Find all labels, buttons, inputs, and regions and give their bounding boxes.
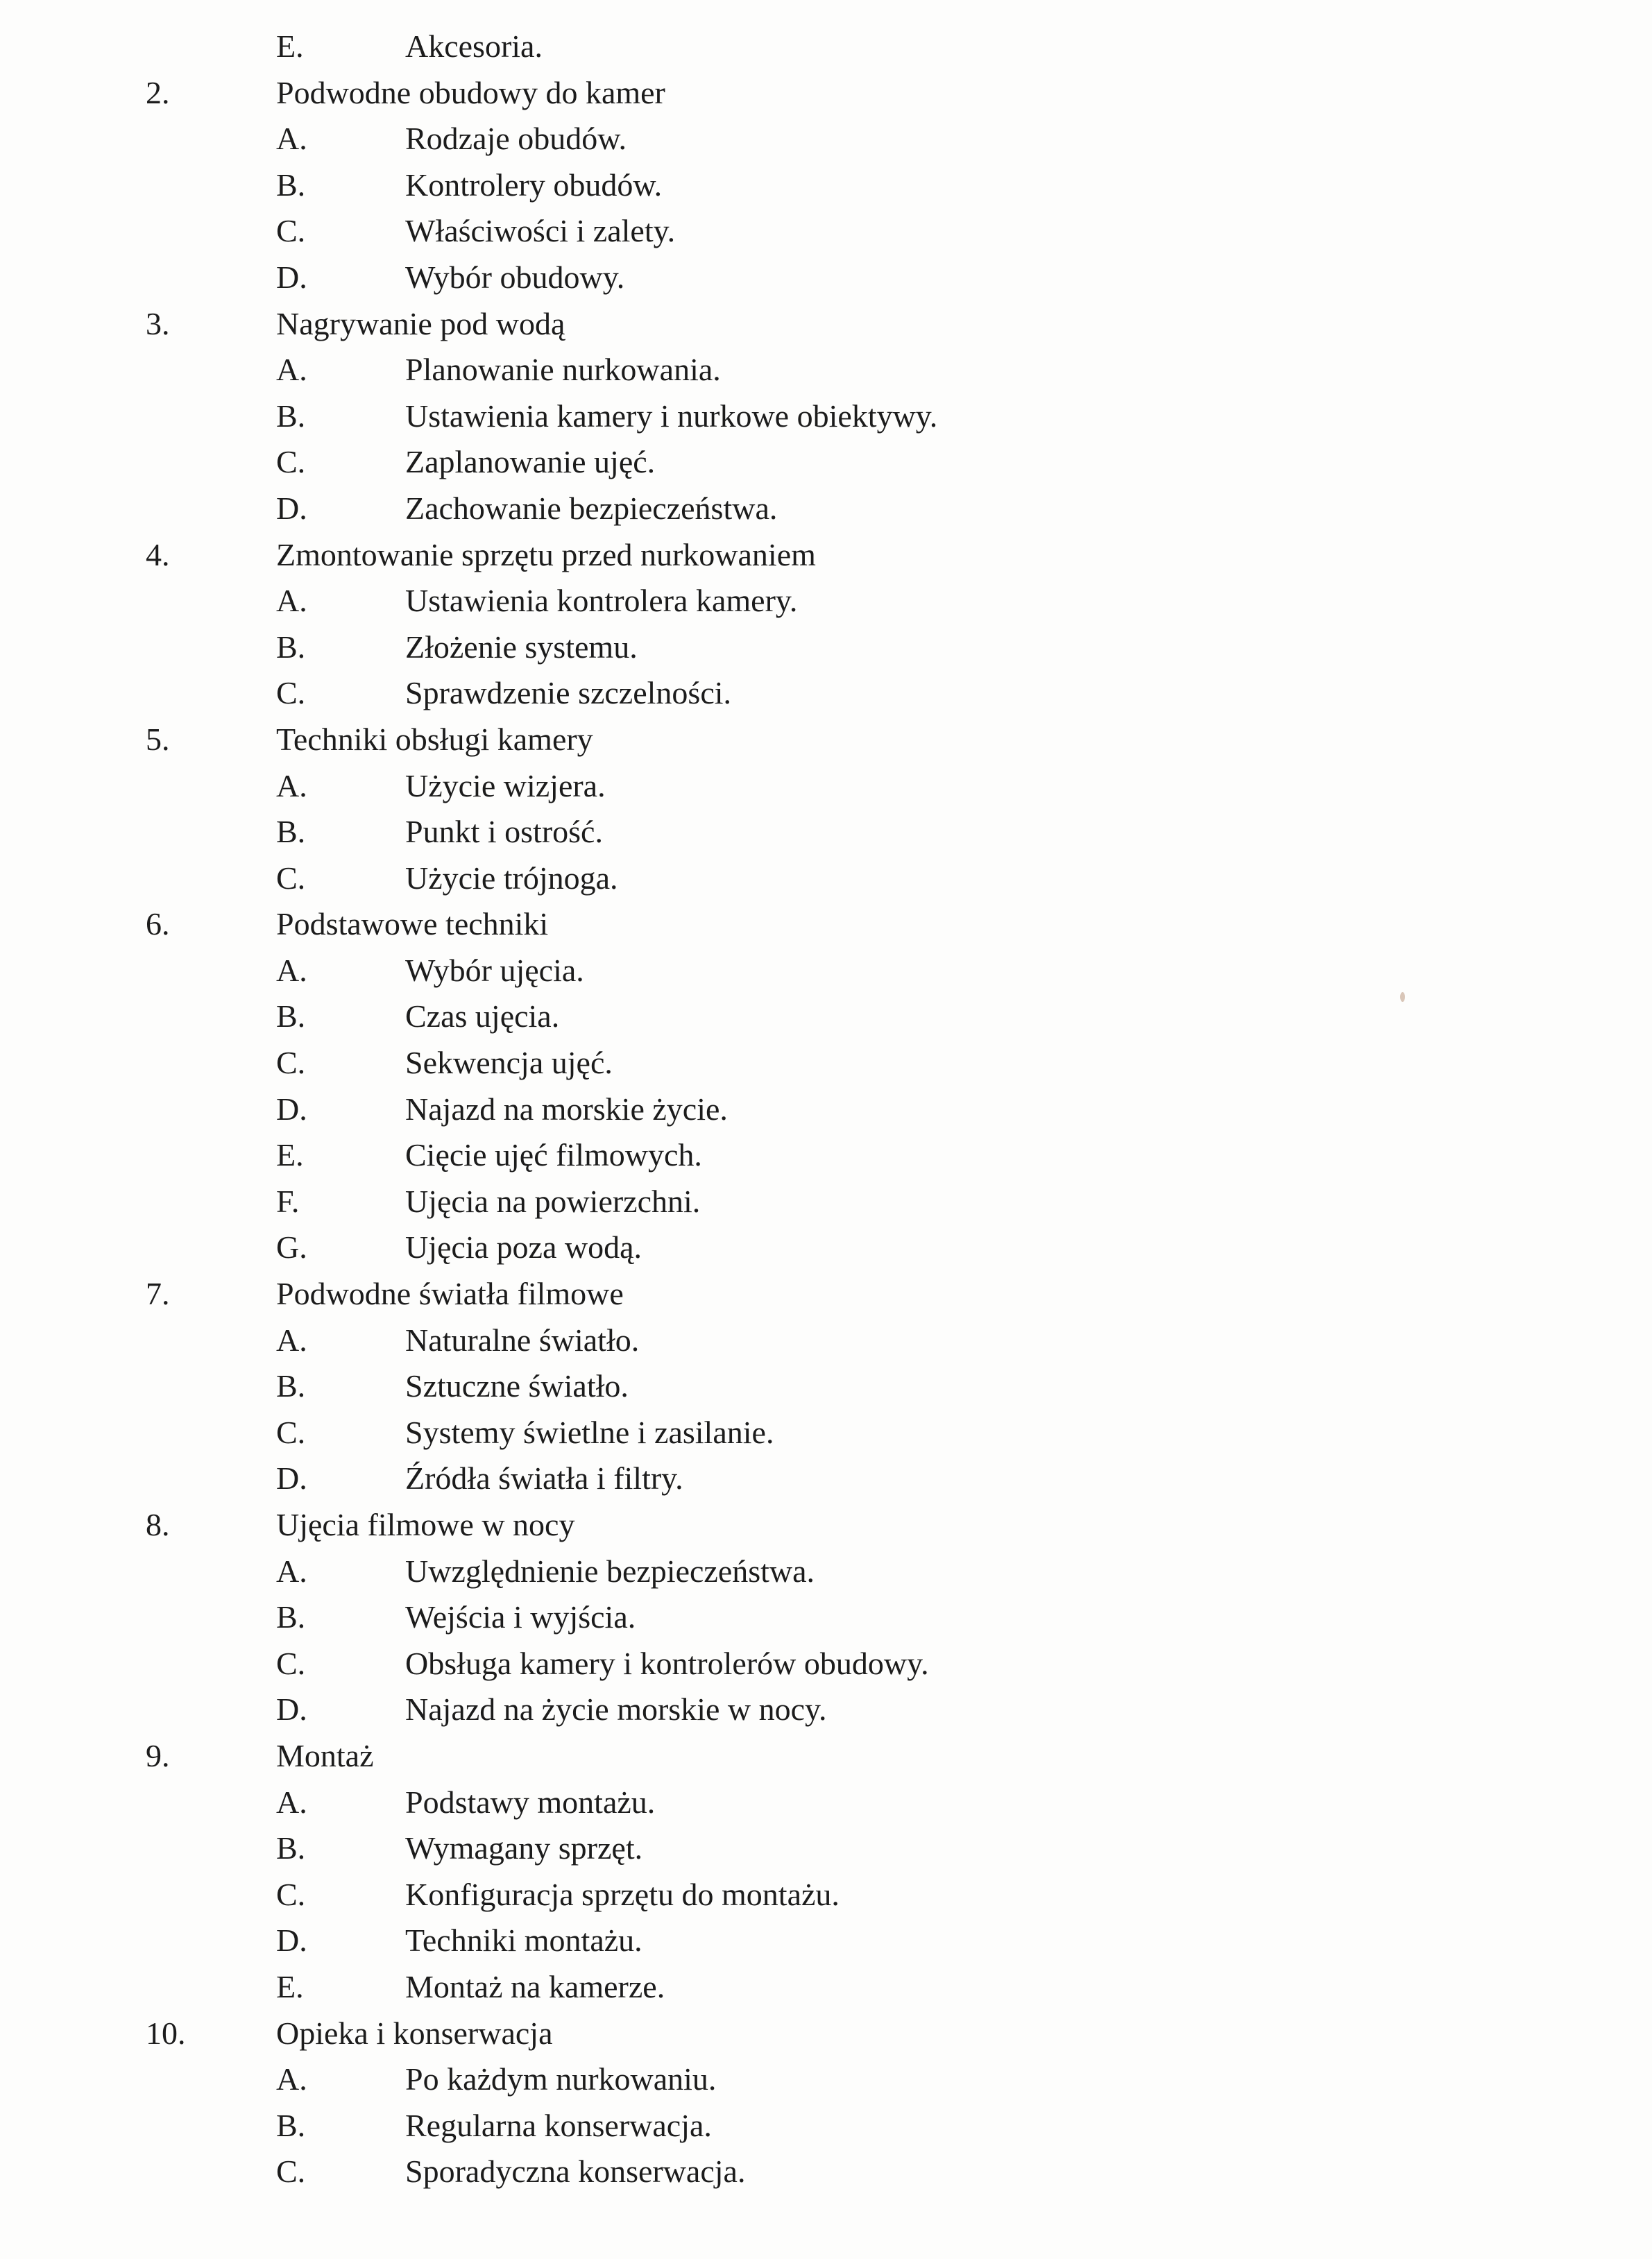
section-number: 9. xyxy=(146,1737,170,1773)
subitem-text: Punkt i ostrość. xyxy=(405,814,603,850)
outline-section-row xyxy=(0,1271,1652,1318)
outline-subitem-row xyxy=(0,855,1652,902)
outline-section-row xyxy=(0,1502,1652,1549)
section-number: 10. xyxy=(146,2015,186,2051)
subitem-text: Sztuczne światło. xyxy=(405,1368,629,1404)
subitem-text: Planowanie nurkowania. xyxy=(405,352,721,388)
outline-section-row xyxy=(0,1733,1652,1780)
subitem-letter: A. xyxy=(276,352,307,388)
subitem-letter: A. xyxy=(276,1322,307,1358)
section-number: 3. xyxy=(146,305,170,341)
outline-subitem-row xyxy=(0,393,1652,440)
subitem-text: Wybór obudowy. xyxy=(405,259,625,295)
outline-subitem-row xyxy=(0,1918,1652,1964)
outline-subitem-row xyxy=(0,1363,1652,1410)
outline-subitem-row xyxy=(0,2149,1652,2195)
subitem-text: Montaż na kamerze. xyxy=(405,1968,665,2004)
section-number: 7. xyxy=(146,1276,170,1312)
subitem-letter: D. xyxy=(276,1091,307,1127)
subitem-text: Użycie wizjera. xyxy=(405,767,606,803)
subitem-letter: B. xyxy=(276,1599,306,1635)
subitem-letter: E. xyxy=(276,28,304,64)
outline-subitem-row xyxy=(0,116,1652,162)
course-outline xyxy=(0,24,1652,2195)
subitem-letter: F. xyxy=(276,1183,300,1219)
subitem-text: Regularna konserwacja. xyxy=(405,2107,712,2143)
subitem-text: Ustawienia kontrolera kamery. xyxy=(405,583,798,619)
subitem-letter: C. xyxy=(276,444,306,480)
outline-subitem-row xyxy=(0,439,1652,486)
outline-subitem-row xyxy=(0,1225,1652,1271)
outline-subitem-row xyxy=(0,1179,1652,1225)
subitem-letter: A. xyxy=(276,1553,307,1589)
subitem-letter: E. xyxy=(276,1137,304,1173)
outline-subitem-row xyxy=(0,1040,1652,1086)
subitem-text: Użycie trójnoga. xyxy=(405,860,618,896)
outline-subitem-row xyxy=(0,1132,1652,1179)
outline-subitem-row xyxy=(0,208,1652,255)
subitem-text: Wejścia i wyjścia. xyxy=(405,1599,636,1635)
subitem-letter: C. xyxy=(276,860,306,896)
subitem-letter: B. xyxy=(276,998,306,1034)
outline-subitem-row xyxy=(0,1687,1652,1733)
section-title: Podwodne obudowy do kamer xyxy=(276,74,665,110)
outline-subitem-row xyxy=(0,1086,1652,1133)
subitem-text: Ujęcia na powierzchni. xyxy=(405,1183,701,1219)
subitem-text: Zachowanie bezpieczeństwa. xyxy=(405,490,778,526)
subitem-text: Sprawdzenie szczelności. xyxy=(405,675,732,711)
section-title: Montaż xyxy=(276,1737,374,1773)
subitem-text: Zaplanowanie ujęć. xyxy=(405,444,656,480)
subitem-letter: B. xyxy=(276,398,306,434)
outline-subitem-row xyxy=(0,809,1652,855)
section-title: Opieka i konserwacja xyxy=(276,2015,553,2051)
section-title: Ujęcia filmowe w nocy xyxy=(276,1507,575,1542)
subitem-letter: B. xyxy=(276,167,306,203)
outline-section-row xyxy=(0,2011,1652,2057)
outline-subitem-row xyxy=(0,1780,1652,1826)
subitem-text: Cięcie ujęć filmowych. xyxy=(405,1137,702,1173)
subitem-text: Konfiguracja sprzętu do montażu. xyxy=(405,1876,840,1912)
subitem-text: Akcesoria. xyxy=(405,28,543,64)
section-title: Podwodne światła filmowe xyxy=(276,1276,624,1312)
outline-subitem-row xyxy=(0,1318,1652,1364)
subitem-letter: B. xyxy=(276,1830,306,1866)
outline-subitem-row xyxy=(0,24,1652,70)
subitem-text: Ustawienia kamery i nurkowe obiektywy. xyxy=(405,398,938,434)
subitem-letter: D. xyxy=(276,490,307,526)
outline-subitem-row xyxy=(0,948,1652,994)
outline-subitem-row xyxy=(0,624,1652,671)
section-number: 8. xyxy=(146,1507,170,1542)
subitem-text: Źródła światła i filtry. xyxy=(405,1460,683,1497)
outline-section-row xyxy=(0,901,1652,948)
subitem-letter: C. xyxy=(276,1876,306,1912)
subitem-text: Kontrolery obudów. xyxy=(405,167,663,203)
outline-subitem-row xyxy=(0,255,1652,301)
outline-section-row xyxy=(0,717,1652,763)
outline-subitem-row xyxy=(0,1964,1652,2011)
section-title: Techniki obsługi kamery xyxy=(276,721,593,757)
outline-subitem-row xyxy=(0,578,1652,624)
subitem-text: Złożenie systemu. xyxy=(405,629,638,665)
subitem-text: Rodzaje obudów. xyxy=(405,121,627,157)
subitem-letter: C. xyxy=(276,213,306,249)
outline-subitem-row xyxy=(0,162,1652,209)
section-title: Nagrywanie pod wodą xyxy=(276,305,565,341)
subitem-text: Obsługa kamery i kontrolerów obudowy. xyxy=(405,1645,929,1681)
subitem-letter: C. xyxy=(276,2154,306,2190)
subitem-letter: C. xyxy=(276,1414,306,1450)
subitem-letter: C. xyxy=(276,1645,306,1681)
outline-subitem-row xyxy=(0,1641,1652,1687)
subitem-text: Wybór ujęcia. xyxy=(405,952,584,988)
subitem-text: Techniki montażu. xyxy=(405,1923,642,1959)
outline-subitem-row xyxy=(0,1594,1652,1641)
subitem-text: Ujęcia poza wodą. xyxy=(405,1229,642,1265)
outline-subitem-row xyxy=(0,486,1652,532)
subitem-text: Czas ujęcia. xyxy=(405,998,560,1034)
subitem-letter: A. xyxy=(276,1784,307,1820)
outline-subitem-row xyxy=(0,1872,1652,1918)
subitem-letter: D. xyxy=(276,1460,307,1497)
subitem-letter: D. xyxy=(276,1691,307,1728)
subitem-letter: A. xyxy=(276,2061,307,2097)
outline-section-row xyxy=(0,301,1652,348)
outline-subitem-row xyxy=(0,2056,1652,2103)
outline-subitem-row xyxy=(0,1825,1652,1872)
subitem-letter: C. xyxy=(276,1045,306,1081)
subitem-letter: B. xyxy=(276,1368,306,1404)
subitem-letter: E. xyxy=(276,1968,304,2004)
subitem-letter: A. xyxy=(276,767,307,803)
subitem-text: Sporadyczna konserwacja. xyxy=(405,2154,746,2190)
paper-speck xyxy=(1400,992,1405,1002)
section-number: 5. xyxy=(146,721,170,757)
outline-subitem-row xyxy=(0,2103,1652,2149)
subitem-text: Wymagany sprzęt. xyxy=(405,1830,643,1866)
subitem-text: Sekwencja ujęć. xyxy=(405,1045,613,1081)
section-title: Zmontowanie sprzętu przed nurkowaniem xyxy=(276,536,816,572)
section-number: 4. xyxy=(146,536,170,572)
outline-subitem-row xyxy=(0,1410,1652,1456)
subitem-text: Najazd na życie morskie w nocy. xyxy=(405,1691,827,1728)
outline-subitem-row xyxy=(0,1549,1652,1595)
subitem-letter: A. xyxy=(276,583,307,619)
subitem-letter: G. xyxy=(276,1229,307,1265)
outline-subitem-row xyxy=(0,763,1652,810)
section-number: 2. xyxy=(146,74,170,110)
subitem-text: Systemy świetlne i zasilanie. xyxy=(405,1414,774,1450)
subitem-text: Podstawy montażu. xyxy=(405,1784,656,1820)
subitem-letter: D. xyxy=(276,1923,307,1959)
subitem-text: Najazd na morskie życie. xyxy=(405,1091,728,1127)
subitem-letter: D. xyxy=(276,259,307,295)
outline-subitem-row xyxy=(0,994,1652,1040)
section-title: Podstawowe techniki xyxy=(276,906,549,942)
outline-subitem-row xyxy=(0,347,1652,393)
subitem-text: Uwzględnienie bezpieczeństwa. xyxy=(405,1553,815,1589)
outline-section-row xyxy=(0,532,1652,579)
outline-section-row xyxy=(0,70,1652,117)
section-number: 6. xyxy=(146,906,170,942)
subitem-text: Naturalne światło. xyxy=(405,1322,640,1358)
subitem-text: Po każdym nurkowaniu. xyxy=(405,2061,717,2097)
subitem-text: Właściwości i zalety. xyxy=(405,213,676,249)
subitem-letter: B. xyxy=(276,629,306,665)
subitem-letter: A. xyxy=(276,952,307,988)
outline-subitem-row xyxy=(0,1456,1652,1502)
subitem-letter: B. xyxy=(276,814,306,850)
subitem-letter: A. xyxy=(276,121,307,157)
subitem-letter: B. xyxy=(276,2107,306,2143)
outline-subitem-row xyxy=(0,670,1652,717)
subitem-letter: C. xyxy=(276,675,306,711)
